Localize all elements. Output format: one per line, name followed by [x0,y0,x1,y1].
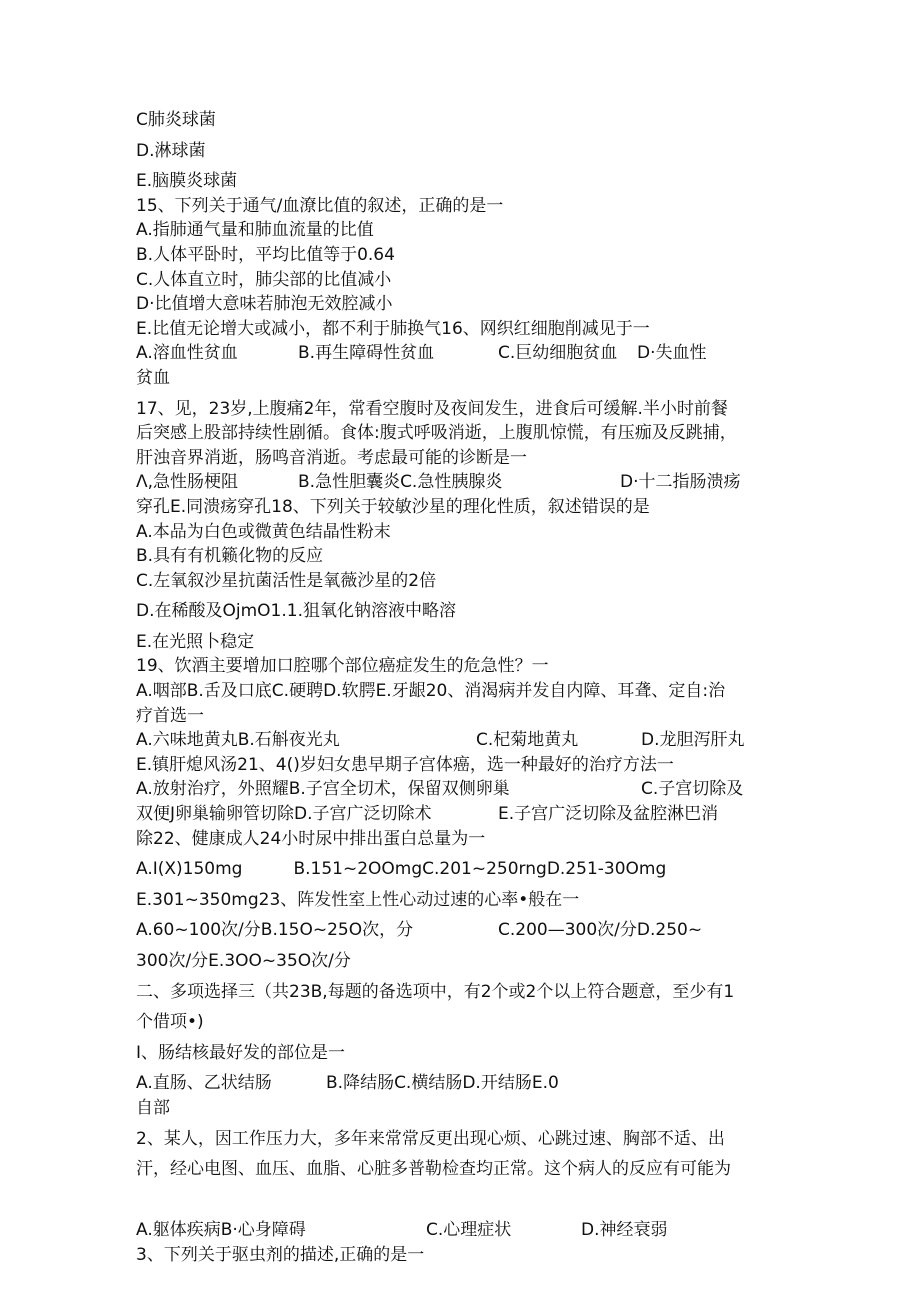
q20-option-a-b: A.六味地黄丸B.石斛夜光丸 [136,730,340,751]
q15-option-b: B.人体平卧时，平均比值等于0.64 [136,244,395,265]
q16-option-c: C.巨幼细胞贫血 [498,343,618,364]
q21-option-a-b: A.放射治疗，外照耀B.子宫全切术，保留双侧卵巢 [136,779,510,800]
mc-q1-options-b-e: B.降结肠C.横结肠D.开结肠E.0 [326,1073,559,1094]
q15-option-c: C.人体直立时，肺尖部的比值减小 [136,269,392,290]
option-e-meningococcus: E.脑膜炎球菌 [136,171,238,192]
option-c-pneumococcus: C肺炎球菌 [136,110,216,130]
q16-option-a: A.溶血性贫血 [136,343,238,364]
q18-option-c: C.左氧叙沙星抗菌活性是氧薇沙星的2倍 [136,570,437,591]
q18-option-a: A.本品为白色或微黄色结晶性粉末 [136,521,391,542]
q16-option-d-continued: 贫血 [136,367,170,388]
q18-option-d: D.在稀酸及OjmO1.1.狙氧化钠溶液中略溶 [136,601,456,622]
mc-q1-option-a: A.直肠、乙状结肠 [136,1073,272,1094]
mc-question-3: 3、下列关于驱虫剂的描述,正确的是一 [136,1244,425,1265]
mc-question-1: I、肠结核最好发的部位是一 [136,1042,346,1063]
q17-option-d: D·十二指肠溃疡 [620,472,741,493]
q15-option-d: D·比值增大意味若肺泡无效腔减小 [136,294,393,315]
q20-option-d: D.龙胆泻肝丸 [641,730,745,751]
document-page [136,108,786,1268]
question-19: 19、饮酒主要增加口腔哪个部位癌症发生的危急性？一 [136,656,549,677]
q15-option-e-and-question-16: E.比值无论增大或减小，都不利于肺换气16、网织红细胞削减见于一 [136,318,650,339]
q23-options [136,918,786,943]
question-17-line-2: 后突感上股部持续性剧循。食体:腹式呼吸消逝，上腹肌惊慌，有压痂及反跳捕， [136,423,737,444]
section-heading-multiple-choice: 二、多项选择三（共23B,每题的备选项中，有2个或2个以上符合题意，至少有1 [136,981,735,1002]
q16-option-b: B.再生障碍性贫血 [298,343,435,364]
question-15: 15、下列关于通气/血潦比值的叙述，正确的是一 [136,195,504,216]
q20-options [136,728,786,753]
q17-options [136,470,786,495]
mc-q2-option-d: D.神经衰弱 [581,1220,668,1241]
q17-option-b-c: B.急性胆囊炎C.急性胰腺炎 [298,472,503,493]
option-d-gonococcus: D.淋球菌 [136,140,206,161]
mc-question-2-line-2: 汗，经心电图、血压、血脂、心脏多普勒检查均正常。这个病人的反应有可能为 [136,1159,731,1180]
mc-q2-options [136,1218,786,1243]
mc-q1-options [136,1071,786,1096]
q23-options-continued: 300次/分E.3OO~35O次/分 [136,951,351,971]
q16-option-d: D·失血性 [637,343,707,364]
q23-option-c-d: C.200—300次/分D.250~ [498,920,703,941]
q19-options-and-question-20: A.咽部B.舌及口底C.硬聘D.软腭E.牙龈20、消渴病并发自内障、耳聋、定自:治 [136,681,726,702]
question-17-line-3: 肝浊音界消逝，肠鸣音消逝。考虑最可能的诊断是一 [136,447,527,468]
q17-option-e-and-question-18: 穿孔E.同溃疡穿孔18、下列关于较敏沙星的理化性质，叙述错误的是 [136,496,650,517]
mc-question-2-line-1: 2、某人，因工作压力大，多年来常常反更出现心烦、心跳过速、胸部不适、出 [136,1128,725,1149]
q17-option-a: Λ,急性肠梗阻 [136,472,239,493]
q22-option-e-and-question-23: E.301~350mg23、阵发性室上性心动过速的心率•般在一 [136,889,580,910]
question-17-line-1: 17、见，23岁,上腹痛2年，常看空腹时及夜间发生，进食后可缓解.半小时前餐 [136,398,728,419]
q15-option-a: A.指肺通气量和肺血流量的比值 [136,220,374,241]
q23-option-a-b: A.60~100次/分B.15O~25O次，分 [136,920,414,941]
q21-option-e: E.子宫广泛切除及盆腔淋巴消 [498,804,719,825]
q21-option-c-d: 双便J卵巢输卵管切除D.子宫广泛切除术 [136,804,432,825]
question-20-continued: 疗首选一 [136,705,204,726]
q21-options-continued [136,802,786,827]
q18-option-e: E.在光照卜稳定 [136,631,255,652]
mc-q2-option-a-b: A.躯体疾病B·心身障碍 [136,1220,306,1241]
q21-option-c: C.子宫切除及 [641,779,744,800]
q21-options [136,777,786,802]
q16-options [136,341,786,366]
q20-option-e-and-question-21: E.镇肝熄风汤21、4()岁妇女患早期子宫体癌，选一种最好的治疗方法一 [136,754,674,775]
section-heading-continued: 个借项•) [136,1012,204,1033]
mc-q1-options-continued: 自部 [136,1097,170,1118]
mc-q2-option-c: C.心理症状 [426,1220,512,1241]
blank-line [136,1188,786,1213]
q18-option-b: B.具有有机籁化物的反应 [136,546,324,567]
q21-option-e-and-question-22: 除22、健康成人24小时尿中排出蛋白总量为一 [136,828,486,849]
q22-options: A.I(X)150mg B.151~2OOmgC.201~250rngD.251-30Omg [136,859,667,880]
q20-option-c: C.杞菊地黄丸 [476,730,579,751]
